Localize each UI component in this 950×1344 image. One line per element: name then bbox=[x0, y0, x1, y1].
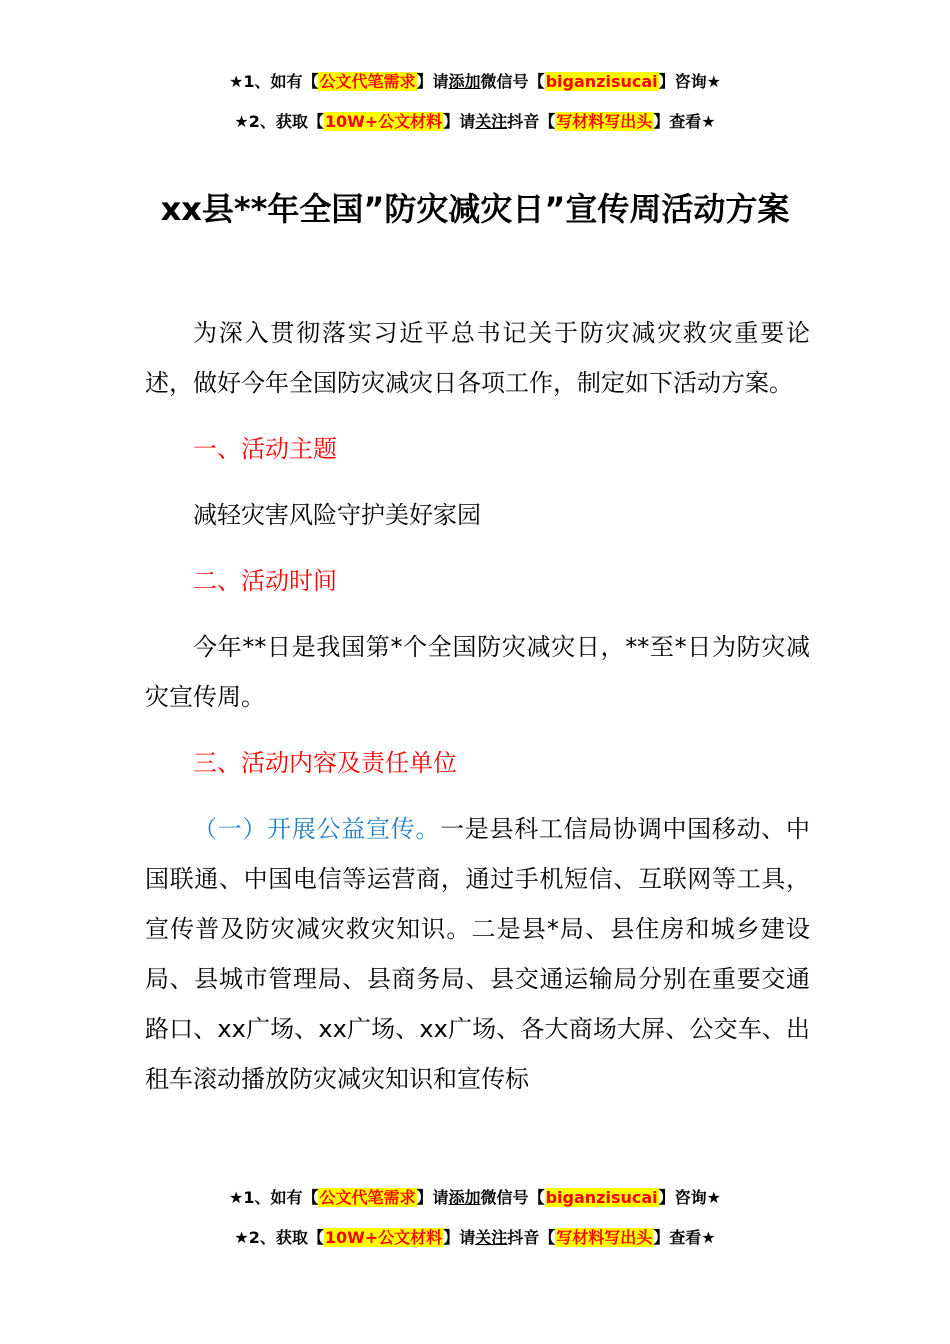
banner-text: 微信号 bbox=[480, 1188, 529, 1207]
banner-emphasis: 添加 bbox=[448, 1188, 481, 1207]
banner-bracket: 【 bbox=[528, 72, 545, 91]
banner-text: 1、如有 bbox=[243, 72, 303, 91]
banner-text: 2、获取 bbox=[248, 112, 308, 131]
banner-bracket: 【 bbox=[307, 112, 324, 131]
banner-bracket: 】 bbox=[416, 72, 433, 91]
banner-bracket: 】 bbox=[416, 1188, 433, 1207]
banner-bracket: 【 bbox=[307, 1228, 324, 1247]
star-icon: ★ bbox=[234, 112, 249, 131]
item-paragraph bbox=[145, 804, 810, 1104]
top-banner bbox=[0, 62, 950, 142]
banner-bracket: 【 bbox=[302, 72, 319, 91]
document-body bbox=[145, 308, 810, 1120]
banner-text: 请 bbox=[459, 1228, 476, 1247]
banner-highlight-wechat: biganzisucai bbox=[545, 72, 658, 91]
banner-text: 微信号 bbox=[480, 72, 529, 91]
banner-text: 查看 bbox=[669, 112, 702, 131]
banner-highlight: 10W+公文材料 bbox=[324, 112, 443, 131]
section-heading-time: 二、活动时间 bbox=[193, 567, 337, 595]
banner-bracket: 】 bbox=[653, 112, 670, 131]
banner-emphasis: 关注 bbox=[475, 1228, 508, 1247]
star-icon: ★ bbox=[228, 1188, 244, 1207]
bottom-banner bbox=[0, 1178, 950, 1258]
banner-text: 抖音 bbox=[507, 1228, 540, 1247]
star-icon: ★ bbox=[701, 112, 716, 131]
banner-bracket: 【 bbox=[302, 1188, 319, 1207]
banner-text: 查看 bbox=[669, 1228, 702, 1247]
banner-line-2 bbox=[0, 1218, 950, 1258]
banner-bracket: 【 bbox=[528, 1188, 545, 1207]
star-icon: ★ bbox=[706, 1188, 722, 1207]
document-title: xx县**年全国”防灾减灾日”宣传周活动方案 bbox=[160, 190, 790, 228]
banner-text: 咨询 bbox=[674, 72, 707, 91]
banner-text: 抖音 bbox=[507, 112, 540, 131]
banner-bracket: 】 bbox=[658, 1188, 675, 1207]
section-heading-content: 三、活动内容及责任单位 bbox=[193, 749, 457, 777]
item-text: 一是县科工信局协调中国移动、中国联通、中国电信等运营商，通过手机短信、互联网等工具，宣传普及防灾减灾救灾知识。二是县*局、县住房和城乡建设局、县城市管理局、县商务局、县交通运输局分别在重要交通路口、xx广场、xx广场、xx广场、各大商场大屏、公交车、出租车滚动播放防灾减灾知识和宣传标 bbox=[145, 815, 811, 1093]
banner-emphasis: 添加 bbox=[448, 72, 481, 91]
banner-highlight-douyin: 写材料写出头 bbox=[556, 112, 653, 131]
banner-line-1 bbox=[0, 1178, 950, 1218]
banner-highlight-douyin: 写材料写出头 bbox=[556, 1228, 653, 1247]
banner-line-1 bbox=[0, 62, 950, 102]
banner-highlight: 公文代笔需求 bbox=[319, 1188, 416, 1207]
section-time-text: 今年**日是我国第*个全国防灾减灾日，**至*日为防灾减灾宣传周。 bbox=[145, 633, 810, 711]
banner-bracket: 】 bbox=[658, 72, 675, 91]
banner-text: 咨询 bbox=[674, 1188, 707, 1207]
banner-highlight-wechat: biganzisucai bbox=[545, 1188, 658, 1207]
banner-text: 2、获取 bbox=[248, 1228, 308, 1247]
banner-line-2 bbox=[0, 102, 950, 142]
banner-highlight: 公文代笔需求 bbox=[319, 72, 416, 91]
banner-text: 1、如有 bbox=[243, 1188, 303, 1207]
banner-bracket: 】 bbox=[653, 1228, 670, 1247]
banner-text: 请 bbox=[432, 1188, 449, 1207]
banner-bracket: 】 bbox=[443, 1228, 460, 1247]
star-icon: ★ bbox=[228, 72, 244, 91]
item-label: （一）开展公益宣传。 bbox=[193, 815, 441, 843]
star-icon: ★ bbox=[706, 72, 722, 91]
banner-bracket: 】 bbox=[443, 112, 460, 131]
banner-bracket: 【 bbox=[539, 112, 556, 131]
banner-text: 请 bbox=[432, 72, 449, 91]
banner-emphasis: 关注 bbox=[475, 112, 508, 131]
star-icon: ★ bbox=[234, 1228, 249, 1247]
banner-bracket: 【 bbox=[539, 1228, 556, 1247]
star-icon: ★ bbox=[701, 1228, 716, 1247]
intro-paragraph: 为深入贯彻落实习近平总书记关于防灾减灾救灾重要论述，做好今年全国防灾减灾日各项工作，制定如下活动方案。 bbox=[145, 319, 810, 397]
banner-highlight: 10W+公文材料 bbox=[324, 1228, 443, 1247]
section-theme-text: 减轻灾害风险守护美好家园 bbox=[193, 501, 481, 529]
section-heading-theme: 一、活动主题 bbox=[193, 435, 337, 463]
banner-text: 请 bbox=[459, 112, 476, 131]
